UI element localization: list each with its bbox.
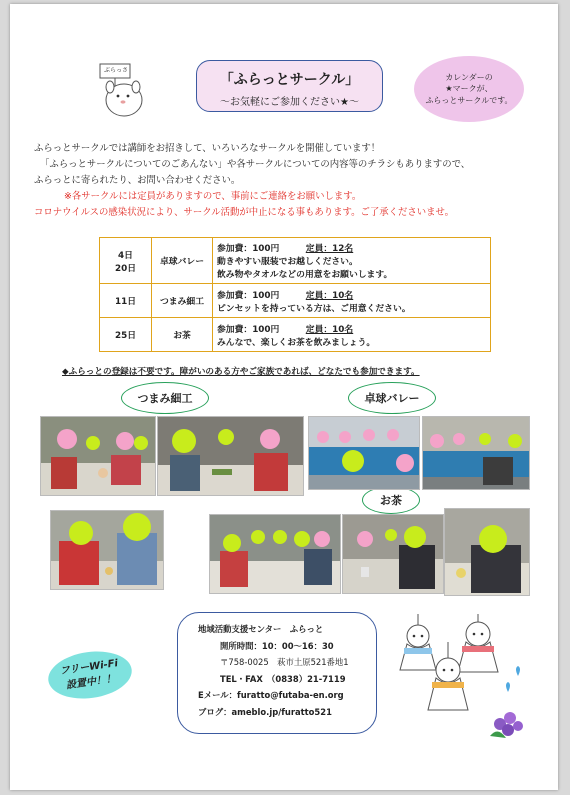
schedule-row — [100, 284, 491, 318]
schedule-note: ピンセットを持っている方は、ご用意ください。 — [217, 303, 411, 314]
center-name: 地域活動支援センター ふらっと — [198, 624, 324, 634]
address: 〒758-0025 萩市土原521番地1 — [220, 657, 349, 667]
activity-photo — [308, 416, 420, 490]
activity-photo — [40, 416, 156, 496]
schedule-circle-name: つまみ細工 — [152, 284, 213, 318]
flyer-page — [10, 4, 558, 790]
cancellation-warning: コロナウイルスの感染状況により、サークル活動が中止になる事もあります。ご了承くださいませ。 — [34, 207, 455, 218]
contact-box — [177, 612, 377, 734]
calendar-note-line: カレンダーの — [445, 72, 493, 82]
intro-line: ふらっとに寄られたり、お問い合わせください。 — [34, 175, 241, 186]
activity-photo — [50, 510, 164, 590]
page-subtitle: ～お気軽にご参加ください★～ — [220, 97, 359, 108]
schedule-table — [99, 237, 491, 352]
page-title: 「ふらっとサークル」 — [219, 72, 360, 88]
schedule-capacity: 定員：12名 — [305, 244, 354, 254]
activity-photo — [342, 514, 444, 594]
schedule-capacity: 定員：10名 — [305, 290, 354, 301]
schedule-capacity: 定員：10名 — [305, 324, 354, 335]
schedule-note: 動きやすい服装でお越しください。 飲み物やタオルなどの用意をお願いします。 — [217, 257, 393, 280]
calendar-note-line: ふらっとサークルです。 — [425, 95, 513, 105]
activity-photo — [209, 514, 341, 594]
schedule-fee: 参加費：100円 — [217, 290, 280, 301]
schedule-row — [100, 318, 491, 352]
label-tsumami-zaiku: つまみ細工 — [121, 382, 209, 414]
intro-line: ふらっとサークルでは講師をお招きして、いろいろなサークルを開催しています！ — [34, 143, 381, 154]
title-box — [196, 60, 383, 112]
opening-hours: 開所時間：10：00～16：30 — [220, 640, 334, 651]
activity-photo — [444, 508, 530, 596]
email-link[interactable]: Eメール：furatto@futaba-en.org — [198, 690, 344, 700]
wifi-line: 設置中！！ — [65, 673, 117, 692]
schedule-details — [213, 318, 491, 352]
schedule-details — [213, 238, 491, 284]
mascot-sign-text: ぶらっさ — [103, 67, 128, 74]
label-takkyu-volley: 卓球バレー — [348, 382, 436, 414]
intro-line: 「ふらっとサークルについてのごあんない」や各サークルについての内容等のチラシもありますので、 — [40, 159, 471, 170]
teru-teru-bozu-illustration — [390, 614, 530, 744]
intro-text — [34, 141, 544, 221]
schedule-fee: 参加費：100円 — [217, 244, 280, 254]
schedule-note: みんなで、楽しくお茶を飲みましょう。 — [217, 337, 376, 348]
schedule-day: 11日 — [100, 284, 152, 318]
calendar-note-line: ★マークが、 — [445, 84, 493, 94]
schedule-day: 25日 — [100, 318, 152, 352]
registration-note: ◆ふらっとの登録は不要です。障がいのある方やご家族であれば、どなたでも参加できます。 — [62, 367, 420, 377]
schedule-fee: 参加費：100円 — [217, 324, 280, 335]
label-ocha: お茶 — [362, 486, 420, 514]
wifi-line: フリーWi-Fi — [59, 658, 119, 678]
schedule-row — [100, 238, 491, 284]
schedule-circle-name: 卓球バレー — [152, 238, 213, 284]
activity-photo — [157, 416, 304, 496]
calendar-note-bubble — [414, 56, 524, 122]
wifi-badge — [45, 646, 135, 703]
capacity-warning: ※各サークルには定員がありますので、事前にご連絡をお願いします。 — [64, 191, 362, 202]
schedule-day: 4日 20日 — [100, 238, 152, 284]
tel-fax: TEL・FAX （0838）21-7119 — [220, 673, 346, 684]
schedule-circle-name: お茶 — [152, 318, 213, 352]
activity-photo — [422, 416, 530, 490]
blog-link[interactable]: ブログ：ameblo.jp/furatto521 — [198, 706, 332, 717]
schedule-details — [213, 284, 491, 318]
